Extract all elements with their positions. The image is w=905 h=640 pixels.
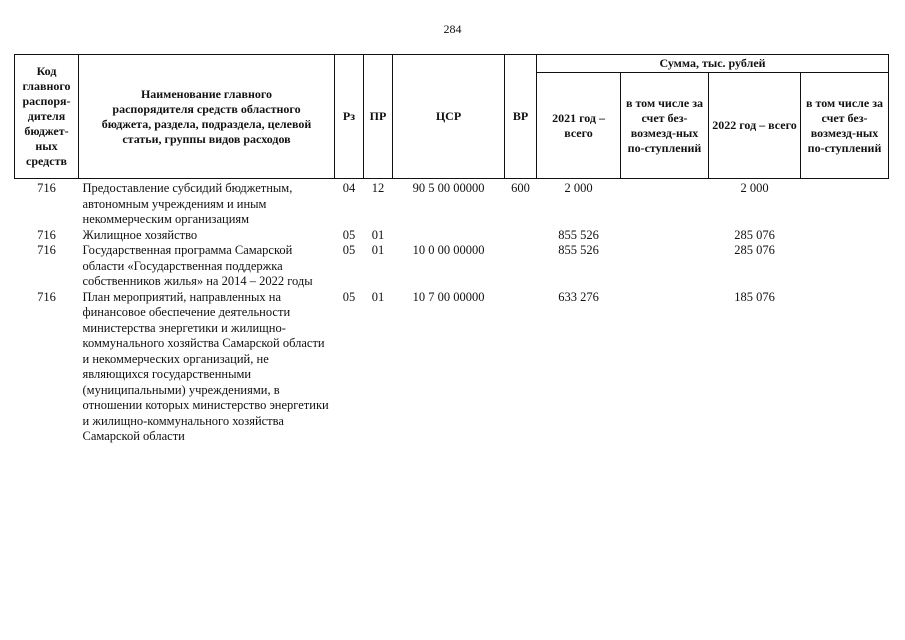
cell-2022-total: 185 076 [734,289,775,304]
table-row [15,290,889,445]
cell-rz: 05 [342,227,356,242]
page-number: 284 [443,22,462,36]
cell-2022-free [801,243,889,290]
cell-2021-free [621,228,709,244]
cell-csr: 10 7 00 00000 [412,289,485,304]
cell-2021-free [621,290,709,445]
header-2022-total: 2022 год – всего [709,73,801,179]
cell-pr: 01 [371,289,385,304]
header-pr: ПР [364,55,393,179]
cell-vr [505,290,537,445]
cell-2021-free [621,243,709,290]
cell-2021-free [621,179,709,228]
budget-table [14,54,889,445]
cell-code: 716 [37,289,56,304]
header-rz: Рз [335,55,364,179]
header-2022-free: в том числе за счет без-возмезд-ных по-ступлений [801,73,889,179]
cell-2022-total: 2 000 [740,181,769,195]
header-csr: ЦСР [393,55,505,179]
cell-2021-total: 2 000 [564,181,593,195]
cell-rz: 04 [342,181,356,195]
table-row [15,228,889,244]
cell-code: 716 [37,181,56,195]
cell-csr [393,228,505,244]
cell-name: План мероприятий, направленных на финансовое обеспечение деятельности министерства энергетики и жилищно-коммунального хозяйства Самарской области и некоммерческих организаций, не являющихся государственными (муниципальными) учреждениями, в отношении которых министерство энергетики и жилищно-коммунального хозяйства Самарской области [82,289,329,443]
cell-name: Государственная программа Самарской области «Государственная поддержка собственников жилья» на 2014 – 2022 годы [82,243,313,288]
header-code: Код главного распоря-дителя бюджет-ных средств [15,55,79,179]
cell-name: Предоставление субсидий бюджетным, автономным учреждениям и иным некоммерческим организациям [82,181,293,226]
cell-csr: 90 5 00 00000 [412,181,485,195]
cell-code: 716 [37,243,56,257]
cell-pr: 01 [371,243,385,257]
cell-2022-free [801,179,889,228]
cell-2022-total: 285 076 [734,227,775,242]
cell-vr [505,228,537,244]
table-row [15,179,889,228]
cell-2021-total: 855 526 [558,227,599,242]
table-header [15,55,889,179]
cell-pr: 12 [371,181,385,195]
header-2021-total: 2021 год – всего [537,73,621,179]
header-sum: Сумма, тыс. рублей [537,55,889,73]
cell-2021-total: 855 526 [558,243,599,257]
cell-csr: 10 0 00 00000 [412,243,485,257]
cell-vr [505,243,537,290]
cell-2022-free [801,228,889,244]
header-name: Наименование главного распорядителя средств областного бюджета, раздела, подраздела, целевой статьи, группы видов расходов [79,55,335,179]
cell-2022-total: 285 076 [734,243,775,257]
cell-rz: 05 [342,243,356,257]
header-vr: ВР [505,55,537,179]
header-2021-free: в том числе за счет без-возмезд-ных по-ступлений [621,73,709,179]
table-row [15,243,889,290]
cell-name: Жилищное хозяйство [82,227,198,242]
cell-2022-free [801,290,889,445]
cell-2021-total: 633 276 [558,289,599,304]
cell-rz: 05 [342,289,356,304]
cell-code: 716 [37,227,56,242]
cell-vr: 600 [511,181,530,195]
cell-pr: 01 [371,227,385,242]
